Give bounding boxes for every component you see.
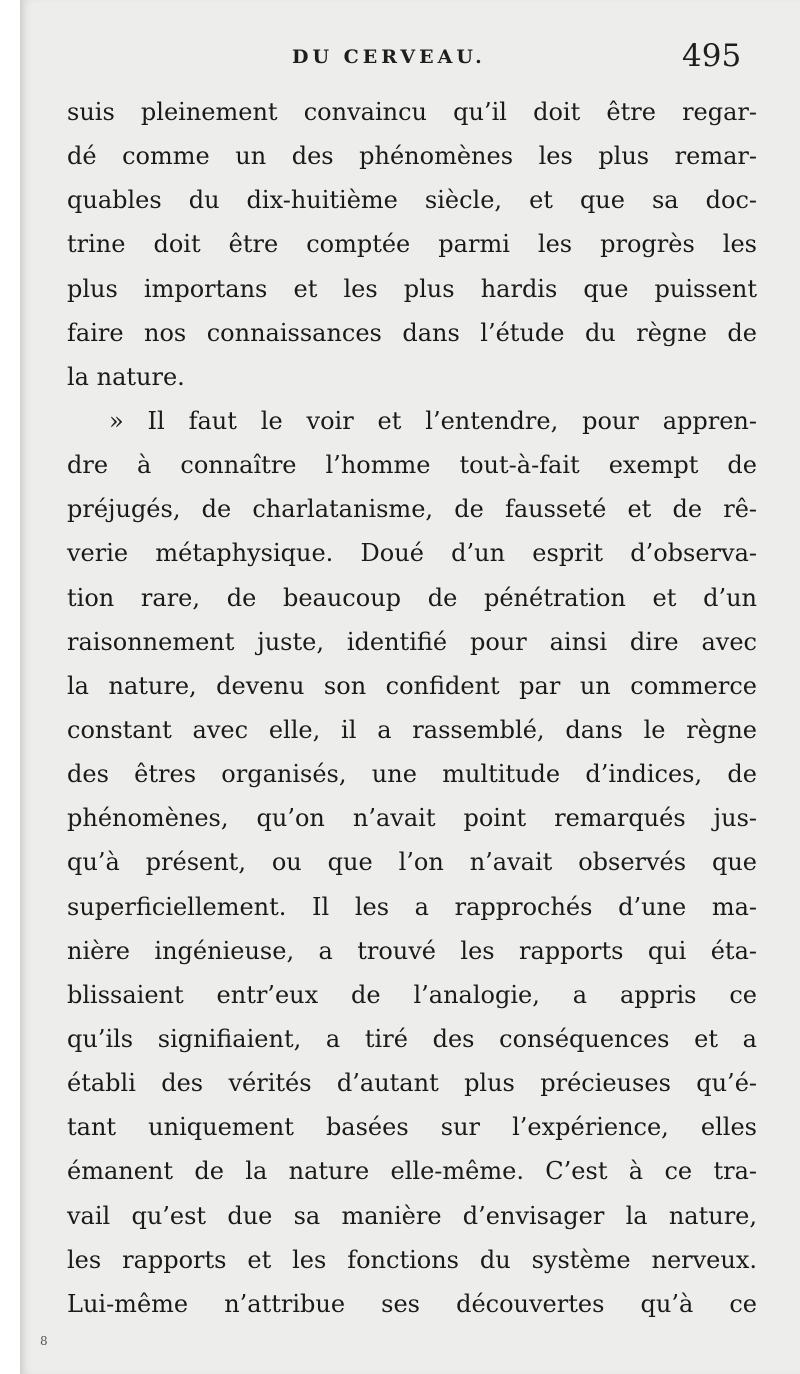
page-corner-mark: 8 bbox=[40, 1334, 48, 1348]
text-line: qu’à présent, ou que l’on n’avait observés que bbox=[67, 848, 757, 877]
text-line: dre à connaître l’homme tout-à-fait exempt de bbox=[67, 451, 757, 480]
body-text bbox=[67, 90, 757, 1326]
text-line: tion rare, de beaucoup de pénétration et d’un bbox=[67, 583, 757, 612]
text-line: phénomènes, qu’on n’avait point remarqués jus- bbox=[67, 804, 757, 833]
text-line: tant uniquement basées sur l’expérience, elles bbox=[67, 1113, 757, 1142]
text-line: établi des vérités d’autant plus précieuses qu’é- bbox=[67, 1069, 757, 1098]
text-line: blissaient entr’eux de l’analogie, a appris ce bbox=[67, 980, 757, 1009]
text-line: plus importans et les plus hardis que puissent bbox=[67, 274, 757, 303]
running-head: DU CERVEAU. bbox=[292, 46, 486, 68]
text-line: superficiellement. Il les a rapprochés d’une ma- bbox=[67, 892, 757, 921]
text-line: qu’ils signifiaient, a tiré des conséquences et a bbox=[67, 1024, 757, 1053]
text-line: constant avec elle, il a rassemblé, dans le règne bbox=[67, 715, 757, 744]
page-number: 495 bbox=[682, 38, 742, 74]
text-line: verie métaphysique. Doué d’un esprit d’observa- bbox=[67, 539, 757, 568]
text-line: émanent de la nature elle-même. C’est à ce tra- bbox=[67, 1157, 757, 1186]
text-line: suis pleinement convaincu qu’il doit être regar- bbox=[67, 98, 757, 126]
text-line: les rapports et les fonctions du système nerveux. bbox=[67, 1245, 757, 1274]
page-header bbox=[20, 38, 800, 82]
text-line: la nature, devenu son confident par un commerce bbox=[67, 671, 757, 700]
text-line: faire nos connaissances dans l’étude du règne de bbox=[67, 318, 757, 347]
text-line: la nature. bbox=[67, 362, 185, 391]
text-line: préjugés, de charlatanisme, de fausseté et de rê- bbox=[67, 495, 757, 524]
text-line: quables du dix-huitième siècle, et que sa doc- bbox=[67, 186, 757, 215]
text-line: vail qu’est due sa manière d’envisager la nature, bbox=[67, 1201, 757, 1230]
book-page bbox=[20, 0, 800, 1374]
text-line: trine doit être comptée parmi les progrès les bbox=[67, 230, 757, 259]
text-line: Lui-même n’attribue ses découvertes qu’à ce bbox=[67, 1289, 757, 1318]
text-line: » Il faut le voir et l’entendre, pour appren- bbox=[109, 406, 757, 435]
text-line: dé comme un des phénomènes les plus remar- bbox=[67, 142, 757, 171]
text-line: nière ingénieuse, a trouvé les rapports qui éta- bbox=[67, 936, 757, 965]
text-line: raisonnement juste, identifié pour ainsi dire avec bbox=[67, 627, 757, 656]
text-line: des êtres organisés, une multitude d’indices, de bbox=[67, 760, 757, 789]
